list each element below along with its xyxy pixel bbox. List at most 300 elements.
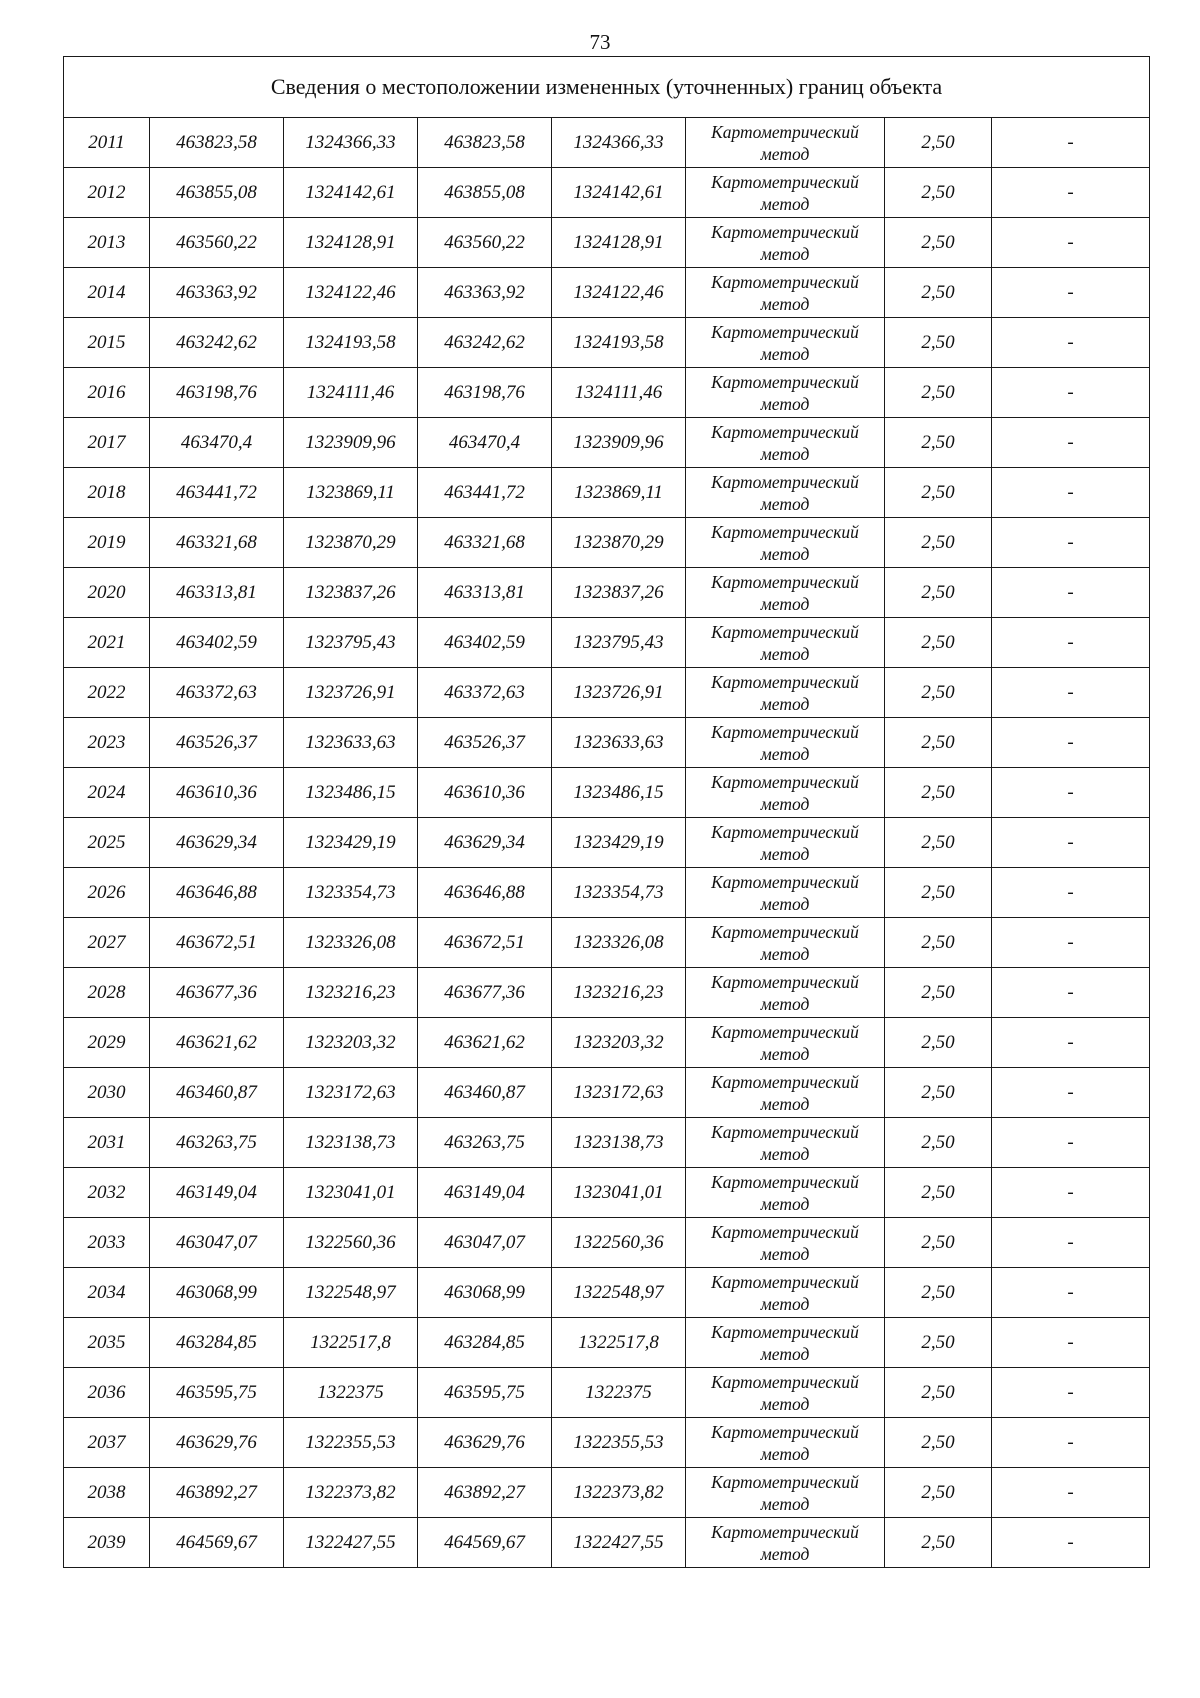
method-line-1: Картометрический <box>711 771 859 792</box>
table-row <box>64 1118 1150 1168</box>
method-line-2: метод <box>760 1293 810 1314</box>
cell-point-number: 2016 <box>64 368 150 418</box>
cell-accuracy: 2,50 <box>885 568 992 618</box>
cell-x-existing: 463363,92 <box>150 268 284 318</box>
table-row <box>64 1368 1150 1418</box>
cell-point-number: 2011 <box>64 118 150 168</box>
method-line-2: метод <box>760 1143 810 1164</box>
cell-y-existing: 1322427,55 <box>284 1518 418 1568</box>
cell-y-refined: 1323795,43 <box>552 618 686 668</box>
cell-x-existing: 463621,62 <box>150 1018 284 1068</box>
cell-accuracy: 2,50 <box>885 1118 992 1168</box>
method-line-1: Картометрический <box>711 421 859 442</box>
cell-accuracy: 2,50 <box>885 1168 992 1218</box>
table-header-row <box>64 57 1150 118</box>
cell-point-number: 2034 <box>64 1268 150 1318</box>
cell-y-refined: 1323870,29 <box>552 518 686 568</box>
method-line-2: метод <box>760 493 810 514</box>
cell-method <box>686 1218 885 1268</box>
cell-x-existing: 463198,76 <box>150 368 284 418</box>
method-line-1: Картометрический <box>711 921 859 942</box>
cell-method <box>686 868 885 918</box>
cell-y-existing: 1324111,46 <box>284 368 418 418</box>
cell-point-number: 2014 <box>64 268 150 318</box>
cell-note: - <box>992 1118 1150 1168</box>
method-line-2: метод <box>760 193 810 214</box>
cell-x-refined: 463560,22 <box>418 218 552 268</box>
cell-x-existing: 463470,4 <box>150 418 284 468</box>
cell-y-refined: 1322375 <box>552 1368 686 1418</box>
method-line-1: Картометрический <box>711 1271 859 1292</box>
cell-x-refined: 463526,37 <box>418 718 552 768</box>
method-line-2: метод <box>760 1543 810 1564</box>
table-title: Сведения о местоположении измененных (уточненных) границ объекта <box>64 57 1150 118</box>
method-line-1: Картометрический <box>711 171 859 192</box>
cell-method <box>686 1118 885 1168</box>
method-line-1: Картометрический <box>711 871 859 892</box>
cell-y-refined: 1323869,11 <box>552 468 686 518</box>
cell-method <box>686 918 885 968</box>
table-row <box>64 1068 1150 1118</box>
method-line-2: метод <box>760 143 810 164</box>
cell-x-existing: 463855,08 <box>150 168 284 218</box>
method-line-1: Картометрический <box>711 221 859 242</box>
cell-y-existing: 1324366,33 <box>284 118 418 168</box>
cell-x-refined: 463372,63 <box>418 668 552 718</box>
cell-point-number: 2015 <box>64 318 150 368</box>
cell-y-existing: 1322560,36 <box>284 1218 418 1268</box>
method-line-1: Картометрический <box>711 571 859 592</box>
cell-y-refined: 1322355,53 <box>552 1418 686 1468</box>
cell-point-number: 2020 <box>64 568 150 618</box>
cell-y-refined: 1324142,61 <box>552 168 686 218</box>
method-line-1: Картометрический <box>711 371 859 392</box>
cell-note: - <box>992 568 1150 618</box>
cell-y-refined: 1323138,73 <box>552 1118 686 1168</box>
cell-note: - <box>992 318 1150 368</box>
cell-y-existing: 1323216,23 <box>284 968 418 1018</box>
cell-y-refined: 1324193,58 <box>552 318 686 368</box>
cell-x-existing: 463149,04 <box>150 1168 284 1218</box>
method-line-1: Картометрический <box>711 1521 859 1542</box>
cell-note: - <box>992 1218 1150 1268</box>
cell-method <box>686 418 885 468</box>
cell-method <box>686 1318 885 1368</box>
cell-x-existing: 463595,75 <box>150 1368 284 1418</box>
cell-y-existing: 1324142,61 <box>284 168 418 218</box>
cell-method <box>686 368 885 418</box>
cell-method <box>686 1368 885 1418</box>
cell-point-number: 2029 <box>64 1018 150 1068</box>
cell-x-existing: 463892,27 <box>150 1468 284 1518</box>
table-row <box>64 1018 1150 1068</box>
cell-method <box>686 1518 885 1568</box>
cell-y-existing: 1323172,63 <box>284 1068 418 1118</box>
cell-x-refined: 463402,59 <box>418 618 552 668</box>
cell-method <box>686 318 885 368</box>
cell-method <box>686 618 885 668</box>
table-row <box>64 1218 1150 1268</box>
cell-note: - <box>992 1068 1150 1118</box>
cell-point-number: 2023 <box>64 718 150 768</box>
cell-y-refined: 1323726,91 <box>552 668 686 718</box>
cell-point-number: 2033 <box>64 1218 150 1268</box>
table-row <box>64 118 1150 168</box>
cell-x-existing: 463402,59 <box>150 618 284 668</box>
method-line-1: Картометрический <box>711 121 859 142</box>
cell-x-existing: 463677,36 <box>150 968 284 1018</box>
cell-note: - <box>992 168 1150 218</box>
cell-accuracy: 2,50 <box>885 668 992 718</box>
cell-y-existing: 1324122,46 <box>284 268 418 318</box>
cell-note: - <box>992 818 1150 868</box>
cell-method <box>686 268 885 318</box>
cell-y-refined: 1322560,36 <box>552 1218 686 1268</box>
table-row <box>64 318 1150 368</box>
cell-accuracy: 2,50 <box>885 1418 992 1468</box>
cell-method <box>686 1168 885 1218</box>
cell-x-refined: 463198,76 <box>418 368 552 418</box>
method-line-1: Картометрический <box>711 1421 859 1442</box>
cell-x-existing: 463068,99 <box>150 1268 284 1318</box>
cell-y-existing: 1323486,15 <box>284 768 418 818</box>
cell-x-existing: 463610,36 <box>150 768 284 818</box>
cell-accuracy: 2,50 <box>885 818 992 868</box>
method-line-2: метод <box>760 443 810 464</box>
cell-note: - <box>992 618 1150 668</box>
method-line-2: метод <box>760 1393 810 1414</box>
method-line-2: метод <box>760 693 810 714</box>
cell-x-existing: 463823,58 <box>150 118 284 168</box>
cell-x-refined: 463047,07 <box>418 1218 552 1268</box>
cell-accuracy: 2,50 <box>885 418 992 468</box>
cell-x-existing: 463242,62 <box>150 318 284 368</box>
cell-x-refined: 463629,34 <box>418 818 552 868</box>
cell-note: - <box>992 768 1150 818</box>
cell-method <box>686 568 885 618</box>
cell-note: - <box>992 1468 1150 1518</box>
method-line-2: метод <box>760 1093 810 1114</box>
cell-y-refined: 1323216,23 <box>552 968 686 1018</box>
cell-note: - <box>992 1318 1150 1368</box>
cell-x-refined: 463621,62 <box>418 1018 552 1068</box>
cell-method <box>686 668 885 718</box>
table-row <box>64 168 1150 218</box>
cell-note: - <box>992 668 1150 718</box>
cell-accuracy: 2,50 <box>885 218 992 268</box>
method-line-2: метод <box>760 1043 810 1064</box>
cell-x-refined: 463677,36 <box>418 968 552 1018</box>
cell-x-refined: 463284,85 <box>418 1318 552 1368</box>
method-line-2: метод <box>760 1493 810 1514</box>
table-row <box>64 918 1150 968</box>
cell-y-existing: 1323326,08 <box>284 918 418 968</box>
method-line-2: метод <box>760 743 810 764</box>
cell-note: - <box>992 918 1150 968</box>
method-line-2: метод <box>760 1243 810 1264</box>
cell-x-refined: 463823,58 <box>418 118 552 168</box>
cell-y-existing: 1322355,53 <box>284 1418 418 1468</box>
table-row <box>64 468 1150 518</box>
method-line-1: Картометрический <box>711 271 859 292</box>
cell-x-existing: 463441,72 <box>150 468 284 518</box>
cell-y-refined: 1323429,19 <box>552 818 686 868</box>
cell-x-existing: 463313,81 <box>150 568 284 618</box>
cell-accuracy: 2,50 <box>885 268 992 318</box>
cell-accuracy: 2,50 <box>885 718 992 768</box>
cell-y-existing: 1323633,63 <box>284 718 418 768</box>
cell-x-refined: 463629,76 <box>418 1418 552 1468</box>
cell-note: - <box>992 1418 1150 1468</box>
table-row <box>64 268 1150 318</box>
cell-point-number: 2025 <box>64 818 150 868</box>
cell-y-refined: 1323326,08 <box>552 918 686 968</box>
cell-y-refined: 1322517,8 <box>552 1318 686 1368</box>
cell-accuracy: 2,50 <box>885 768 992 818</box>
table-row <box>64 1518 1150 1568</box>
cell-method <box>686 1268 885 1318</box>
cell-accuracy: 2,50 <box>885 518 992 568</box>
cell-y-refined: 1324128,91 <box>552 218 686 268</box>
cell-accuracy: 2,50 <box>885 1068 992 1118</box>
cell-point-number: 2038 <box>64 1468 150 1518</box>
cell-method <box>686 168 885 218</box>
cell-x-existing: 463284,85 <box>150 1318 284 1368</box>
cell-note: - <box>992 1518 1150 1568</box>
cell-y-existing: 1323041,01 <box>284 1168 418 1218</box>
table-row <box>64 718 1150 768</box>
cell-x-existing: 463646,88 <box>150 868 284 918</box>
cell-y-existing: 1324193,58 <box>284 318 418 368</box>
table-row <box>64 618 1150 668</box>
table-row <box>64 1168 1150 1218</box>
cell-method <box>686 218 885 268</box>
cell-y-existing: 1323138,73 <box>284 1118 418 1168</box>
cell-x-existing: 463560,22 <box>150 218 284 268</box>
boundary-coordinates-table <box>63 56 1150 1568</box>
cell-x-existing: 463629,34 <box>150 818 284 868</box>
cell-x-refined: 463460,87 <box>418 1068 552 1118</box>
cell-accuracy: 2,50 <box>885 1518 992 1568</box>
table-row <box>64 1318 1150 1368</box>
method-line-1: Картометрический <box>711 971 859 992</box>
method-line-1: Картометрический <box>711 821 859 842</box>
cell-point-number: 2036 <box>64 1368 150 1418</box>
table-body <box>64 57 1150 1568</box>
cell-point-number: 2019 <box>64 518 150 568</box>
method-line-2: метод <box>760 943 810 964</box>
cell-method <box>686 718 885 768</box>
cell-point-number: 2013 <box>64 218 150 268</box>
cell-note: - <box>992 368 1150 418</box>
cell-y-refined: 1323172,63 <box>552 1068 686 1118</box>
method-line-1: Картометрический <box>711 621 859 642</box>
cell-note: - <box>992 1018 1150 1068</box>
method-line-1: Картометрический <box>711 1371 859 1392</box>
cell-x-refined: 463242,62 <box>418 318 552 368</box>
cell-point-number: 2037 <box>64 1418 150 1468</box>
method-line-2: метод <box>760 1193 810 1214</box>
table-row <box>64 968 1150 1018</box>
cell-y-refined: 1323486,15 <box>552 768 686 818</box>
cell-point-number: 2028 <box>64 968 150 1018</box>
cell-note: - <box>992 968 1150 1018</box>
method-line-1: Картометрический <box>711 1471 859 1492</box>
cell-accuracy: 2,50 <box>885 868 992 918</box>
cell-y-refined: 1322427,55 <box>552 1518 686 1568</box>
cell-y-existing: 1323870,29 <box>284 518 418 568</box>
cell-y-existing: 1323726,91 <box>284 668 418 718</box>
method-line-2: метод <box>760 543 810 564</box>
cell-x-refined: 463672,51 <box>418 918 552 968</box>
cell-accuracy: 2,50 <box>885 118 992 168</box>
cell-y-refined: 1324111,46 <box>552 368 686 418</box>
cell-x-existing: 463372,63 <box>150 668 284 718</box>
cell-y-existing: 1322373,82 <box>284 1468 418 1518</box>
method-line-1: Картометрический <box>711 521 859 542</box>
cell-y-refined: 1323203,32 <box>552 1018 686 1068</box>
table-row <box>64 1468 1150 1518</box>
method-line-1: Картометрический <box>711 1121 859 1142</box>
cell-x-refined: 463595,75 <box>418 1368 552 1418</box>
cell-method <box>686 1468 885 1518</box>
cell-y-refined: 1323633,63 <box>552 718 686 768</box>
method-line-2: метод <box>760 293 810 314</box>
cell-point-number: 2032 <box>64 1168 150 1218</box>
cell-note: - <box>992 1368 1150 1418</box>
method-line-2: метод <box>760 843 810 864</box>
cell-note: - <box>992 468 1150 518</box>
cell-x-existing: 463672,51 <box>150 918 284 968</box>
cell-point-number: 2017 <box>64 418 150 468</box>
method-line-2: метод <box>760 993 810 1014</box>
cell-y-refined: 1323837,26 <box>552 568 686 618</box>
cell-method <box>686 818 885 868</box>
method-line-2: метод <box>760 393 810 414</box>
cell-x-refined: 463313,81 <box>418 568 552 618</box>
cell-y-existing: 1323429,19 <box>284 818 418 868</box>
cell-point-number: 2027 <box>64 918 150 968</box>
cell-y-existing: 1323795,43 <box>284 618 418 668</box>
cell-y-existing: 1323837,26 <box>284 568 418 618</box>
method-line-1: Картометрический <box>711 1321 859 1342</box>
table-row <box>64 1418 1150 1468</box>
cell-y-existing: 1323909,96 <box>284 418 418 468</box>
cell-accuracy: 2,50 <box>885 318 992 368</box>
cell-note: - <box>992 1268 1150 1318</box>
cell-accuracy: 2,50 <box>885 1318 992 1368</box>
cell-y-refined: 1324122,46 <box>552 268 686 318</box>
cell-y-refined: 1322373,82 <box>552 1468 686 1518</box>
cell-y-existing: 1322375 <box>284 1368 418 1418</box>
table-row <box>64 368 1150 418</box>
cell-note: - <box>992 518 1150 568</box>
cell-note: - <box>992 868 1150 918</box>
table-row <box>64 868 1150 918</box>
cell-accuracy: 2,50 <box>885 1468 992 1518</box>
cell-y-existing: 1324128,91 <box>284 218 418 268</box>
method-line-2: метод <box>760 893 810 914</box>
cell-x-existing: 464569,67 <box>150 1518 284 1568</box>
method-line-1: Картометрический <box>711 471 859 492</box>
cell-x-existing: 463629,76 <box>150 1418 284 1468</box>
cell-accuracy: 2,50 <box>885 618 992 668</box>
cell-x-existing: 463321,68 <box>150 518 284 568</box>
cell-accuracy: 2,50 <box>885 168 992 218</box>
cell-point-number: 2035 <box>64 1318 150 1368</box>
table-row <box>64 668 1150 718</box>
method-line-2: метод <box>760 1343 810 1364</box>
cell-method <box>686 118 885 168</box>
cell-x-refined: 464569,67 <box>418 1518 552 1568</box>
cell-x-refined: 463441,72 <box>418 468 552 518</box>
method-line-1: Картометрический <box>711 671 859 692</box>
cell-method <box>686 518 885 568</box>
cell-note: - <box>992 1168 1150 1218</box>
cell-y-refined: 1323354,73 <box>552 868 686 918</box>
cell-point-number: 2018 <box>64 468 150 518</box>
cell-y-existing: 1323203,32 <box>284 1018 418 1068</box>
table-row <box>64 768 1150 818</box>
cell-method <box>686 1018 885 1068</box>
cell-y-existing: 1322548,97 <box>284 1268 418 1318</box>
cell-method <box>686 1418 885 1468</box>
cell-note: - <box>992 418 1150 468</box>
cell-y-existing: 1322517,8 <box>284 1318 418 1368</box>
cell-y-existing: 1323354,73 <box>284 868 418 918</box>
cell-point-number: 2022 <box>64 668 150 718</box>
table-row <box>64 1268 1150 1318</box>
cell-note: - <box>992 268 1150 318</box>
cell-note: - <box>992 218 1150 268</box>
method-line-2: метод <box>760 1443 810 1464</box>
cell-method <box>686 768 885 818</box>
cell-x-existing: 463047,07 <box>150 1218 284 1268</box>
method-line-2: метод <box>760 793 810 814</box>
page-number: 73 <box>589 30 611 54</box>
method-line-1: Картометрический <box>711 321 859 342</box>
method-line-1: Картометрический <box>711 1221 859 1242</box>
method-line-1: Картометрический <box>711 1171 859 1192</box>
cell-accuracy: 2,50 <box>885 1018 992 1068</box>
cell-note: - <box>992 118 1150 168</box>
method-line-2: метод <box>760 643 810 664</box>
cell-point-number: 2039 <box>64 1518 150 1568</box>
cell-x-refined: 463646,88 <box>418 868 552 918</box>
cell-x-existing: 463526,37 <box>150 718 284 768</box>
cell-x-refined: 463892,27 <box>418 1468 552 1518</box>
cell-x-existing: 463263,75 <box>150 1118 284 1168</box>
cell-point-number: 2012 <box>64 168 150 218</box>
cell-x-refined: 463149,04 <box>418 1168 552 1218</box>
cell-method <box>686 468 885 518</box>
cell-accuracy: 2,50 <box>885 1218 992 1268</box>
table-row <box>64 218 1150 268</box>
cell-x-refined: 463855,08 <box>418 168 552 218</box>
cell-note: - <box>992 718 1150 768</box>
cell-x-refined: 463470,4 <box>418 418 552 468</box>
method-line-2: метод <box>760 343 810 364</box>
cell-x-refined: 463263,75 <box>418 1118 552 1168</box>
method-line-2: метод <box>760 243 810 264</box>
cell-y-refined: 1323041,01 <box>552 1168 686 1218</box>
cell-point-number: 2021 <box>64 618 150 668</box>
cell-method <box>686 1068 885 1118</box>
cell-y-refined: 1323909,96 <box>552 418 686 468</box>
cell-accuracy: 2,50 <box>885 368 992 418</box>
method-line-1: Картометрический <box>711 721 859 742</box>
cell-point-number: 2030 <box>64 1068 150 1118</box>
